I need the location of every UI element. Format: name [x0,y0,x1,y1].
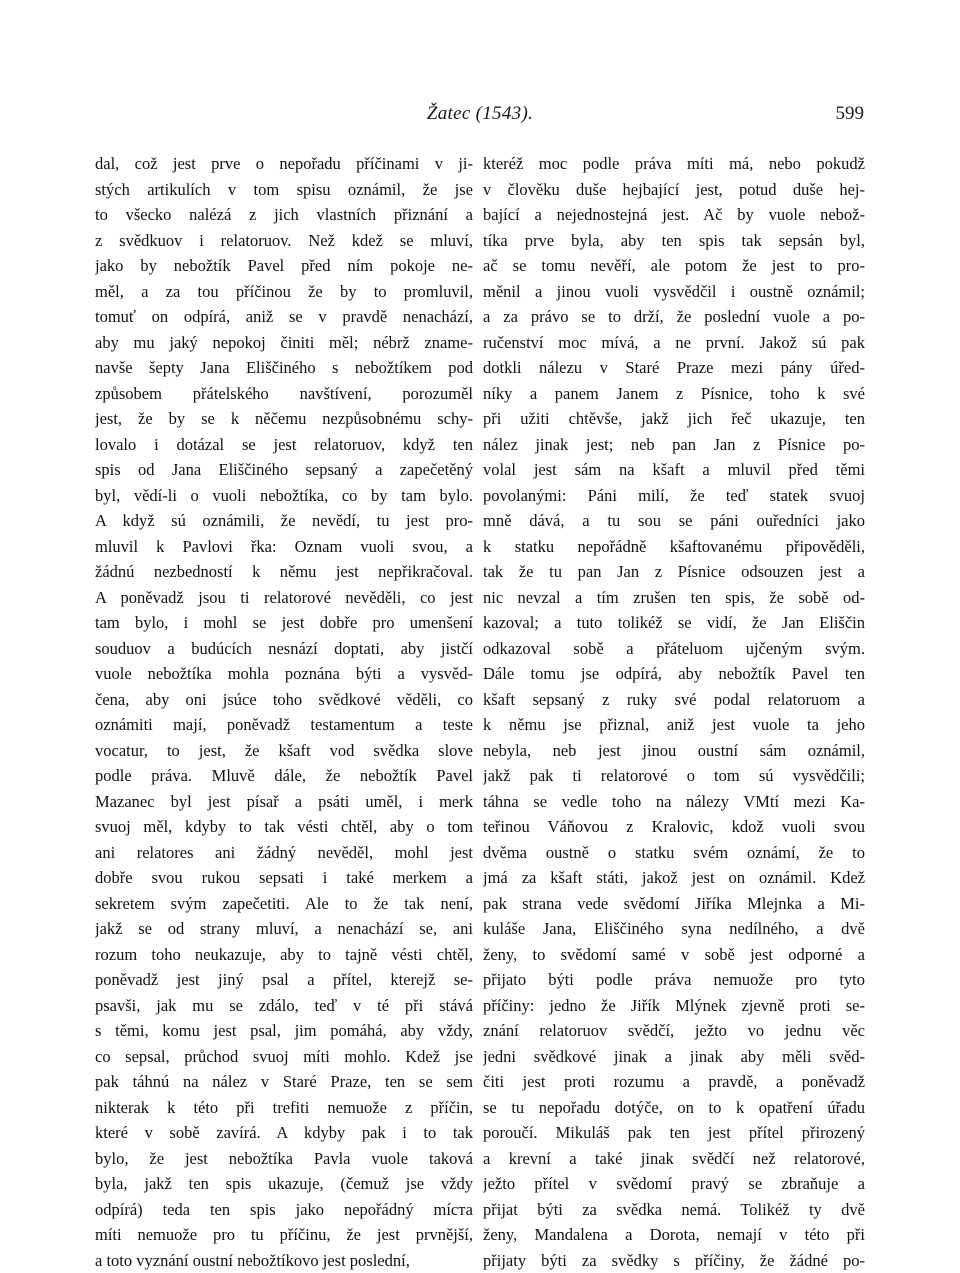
text-line: v člověku duše hejbající jest, potud duše hej- [483,177,865,203]
text-line: dobře svou rukou sepsati i také merkem a [95,865,473,891]
text-line: byl, vědí-li o vuoli nebožtíka, co by tam bylo. [95,483,473,509]
text-line: ježto přítel v svědomí pravý se zbraňuje a [483,1171,865,1197]
text-line: mně dává, a tu sou se páni ouředníci jako [483,508,865,534]
text-line: tam bylo, i mohl se jest dobře pro umenšení [95,610,473,636]
text-line: a za právo se to drží, že poslední vuole a po- [483,304,865,330]
text-line: vocatur, to jest, že kšaft vod svědka slove [95,738,473,764]
text-line: k němu jse přiznal, aniž jest vuole ta jeho [483,712,865,738]
text-line: Mazanec byl jest písař a psáti uměl, i merk [95,789,473,815]
text-line: navše šepty Jana Eliščiného s nebožtíkem pod [95,355,473,381]
text-line: čena, aby oni jsúce toho svědkové věděli, co [95,687,473,713]
text-line: odkazoval sobě a přáteluom ujčeným svým. [483,636,865,662]
text-line: přijato býti podle práva nemuože pro tyto [483,967,865,993]
right-text-column [483,151,865,1273]
text-line: jmá za kšaft státi, jakož jest on oznámil. Kdež [483,865,865,891]
text-line: kuláše Jana, Eliščiného syna nedílného, a dvě [483,916,865,942]
text-line: s těmi, komu jest psal, jim pomáhá, aby vždy, [95,1018,473,1044]
page-number: 599 [818,103,864,125]
text-line: žádnú nezbedností k němu jest nepřikračoval. [95,559,473,585]
text-line: A poněvadž jsou ti relatorové nevěděli, co jest [95,585,473,611]
text-line: svuoj měl, kdyby to tak vésti chtěl, aby o tom [95,814,473,840]
text-line: přijat býti za svědka nemá. Tolikéž ty dvě [483,1197,865,1223]
text-line: byla, jakž ten spis ukazuje, (čemuž jse vždy [95,1171,473,1197]
text-line: nikterak k této při trefiti nemuože z příčin, [95,1095,473,1121]
text-line: jako by nebožtík Pavel před ním pokoje ne- [95,253,473,279]
text-line: vuole nebožtíka mohla poznána býti a vysvěd- [95,661,473,687]
text-line: bylo, že jest nebožtíka Pavla vuole taková [95,1146,473,1172]
text-line: k statku nepořádně kšaftovanému připověděli, [483,534,865,560]
text-line: ručenství moc mívá, a ne první. Jakož sú pak [483,330,865,356]
text-line: ač se tomu nevěří, ale potom že jest to pro- [483,253,865,279]
text-line: nic nevzal a tím zrušen ten spis, že sobě od- [483,585,865,611]
text-line: dal, což jest prve o nepořadu příčinami v ji- [95,151,473,177]
text-line: co sepsal, průchod svuoj míti mohlo. Kdež jse [95,1044,473,1070]
running-title: Žatec (1543). [0,103,960,125]
text-line: kteréž moc podle práva míti má, nebo pokudž [483,151,865,177]
text-line: kazoval; a tuto tolikéž se vidí, že Jan Eliščin [483,610,865,636]
text-line: tak že tu pan Jan z Písnice odsouzen jest a [483,559,865,585]
text-line: ženy, to svědomí samé v sobě jest odporné a [483,942,865,968]
text-line: ženy, Mandalena a Dorota, nemají v této při [483,1222,865,1248]
text-line: teřinou Váňovou z Kralovic, kdož vuoli svou [483,814,865,840]
text-line: jakž se od strany mluví, a nenachází se, ani [95,916,473,942]
text-line: kšaft sepsaný z ruky své podal relatoruom a [483,687,865,713]
text-line: aby mu jaký nepokoj činiti měl; nébrž zname- [95,330,473,356]
text-line: odpírá) teda ten spis jako nepořádný míста [95,1197,473,1223]
text-line: to všecko nalézá z jich vlastních přiznání a [95,202,473,228]
text-line: stých artikulích v tom spisu oznámil, že jse [95,177,473,203]
text-line: psavši, jak mu se zdálo, teď v té při stává [95,993,473,1019]
text-line: lovalo i dotázal se jest relatoruov, když ten [95,432,473,458]
text-line: které v sobě zavírá. A kdyby pak i to tak [95,1120,473,1146]
text-line: podle práva. Mluvě dále, že nebožtík Pavel [95,763,473,789]
text-line: ani relatores ani žádný nevěděl, mohl jest [95,840,473,866]
text-line: způsobem přátelského navštívení, porozuměl [95,381,473,407]
text-line: měnil a jinou vuoli vysvědčil i oustně oznámil; [483,279,865,305]
text-line: a toto vyznání oustní nebožtíkovo jest poslední, [95,1248,473,1273]
text-line: čiti jest proti rozumu a pravdě, a poněvadž [483,1069,865,1095]
text-line: při užiti chtěvše, jakž jich řeč ukazuje, ten [483,406,865,432]
text-line: bající a nejednostejná jest. Ač by vuole nebož- [483,202,865,228]
text-line: níky a panem Janem z Písnice, toho k své [483,381,865,407]
text-line: povolanými: Páni milí, že teď statek svuoj [483,483,865,509]
text-line: nebyla, neb jest jinou oustní sám oznámil, [483,738,865,764]
text-line: Dále tomu jse odpírá, aby nebožtík Pavel ten [483,661,865,687]
text-line: pak strana vede svědomí Jiříka Mlejnka a Mi- [483,891,865,917]
text-line: táhna se vedle toho na nálezy VMtí mezi Ka- [483,789,865,815]
text-line: příčiny: jedno že Jiřík Mlýnek zjevně proti se- [483,993,865,1019]
text-line: a krevní a také jinak svědčí než relatorové, [483,1146,865,1172]
text-line: spis od Jana Eliščiného sepsaný a zapečetěný [95,457,473,483]
text-line: nález jinak jest; neb pan Jan z Písnice po- [483,432,865,458]
text-line: tíka prve byla, aby ten spis tak sepsán byl, [483,228,865,254]
text-line: volal jest sám na kšaft a mluvil před těmi [483,457,865,483]
text-line: souduov a budúcích nesnází doptati, aby jistčí [95,636,473,662]
text-line: poroučí. Mikuláš pak ten jest přítel přirozený [483,1120,865,1146]
text-line: jest, že by se k něčemu nezpůsobnému schy- [95,406,473,432]
text-line: dotkli nálezu v Staré Praze mezi pány úřed- [483,355,865,381]
text-line: míti nemuože pro tu příčinu, že jest prvnější, [95,1222,473,1248]
text-line: jedni svědkové jinak a jinak aby měli svěd- [483,1044,865,1070]
text-line: se tu nepořadu dotýče, on to k opatření úřadu [483,1095,865,1121]
text-line: pak táhnú na nález v Staré Praze, ten se sem [95,1069,473,1095]
text-line: poněvadž jest jiný psal a přítel, kterejž se- [95,967,473,993]
left-text-column [95,151,473,1273]
text-line: oznámiti mají, poněvadž testamentum a teste [95,712,473,738]
text-line: znání relatoruov svědčí, ježto vo jednu věc [483,1018,865,1044]
text-line: přijaty býti za svědky s příčiny, že žádné po- [483,1248,865,1273]
text-line: A když sú oznámili, že nevědí, tu jest pro- [95,508,473,534]
text-line: tomuť on odpírá, aniž se v pravdě nenachází, [95,304,473,330]
text-line: jakž pak ti relatorové o tom sú vysvědčili; [483,763,865,789]
text-line: měl, a za tou příčinou že by to promluvil, [95,279,473,305]
text-line: dvěma oustně o statku svém oznámí, že to [483,840,865,866]
text-line: rozum toho neukazuje, aby to tajně vésti chtěl, [95,942,473,968]
text-line: mluvil k Pavlovi řka: Oznam vuoli svou, a [95,534,473,560]
text-line: z svědkuov i relatoruov. Než kdež se mluví, [95,228,473,254]
text-line: sekretem svým zapečetiti. Ale to že tak není, [95,891,473,917]
